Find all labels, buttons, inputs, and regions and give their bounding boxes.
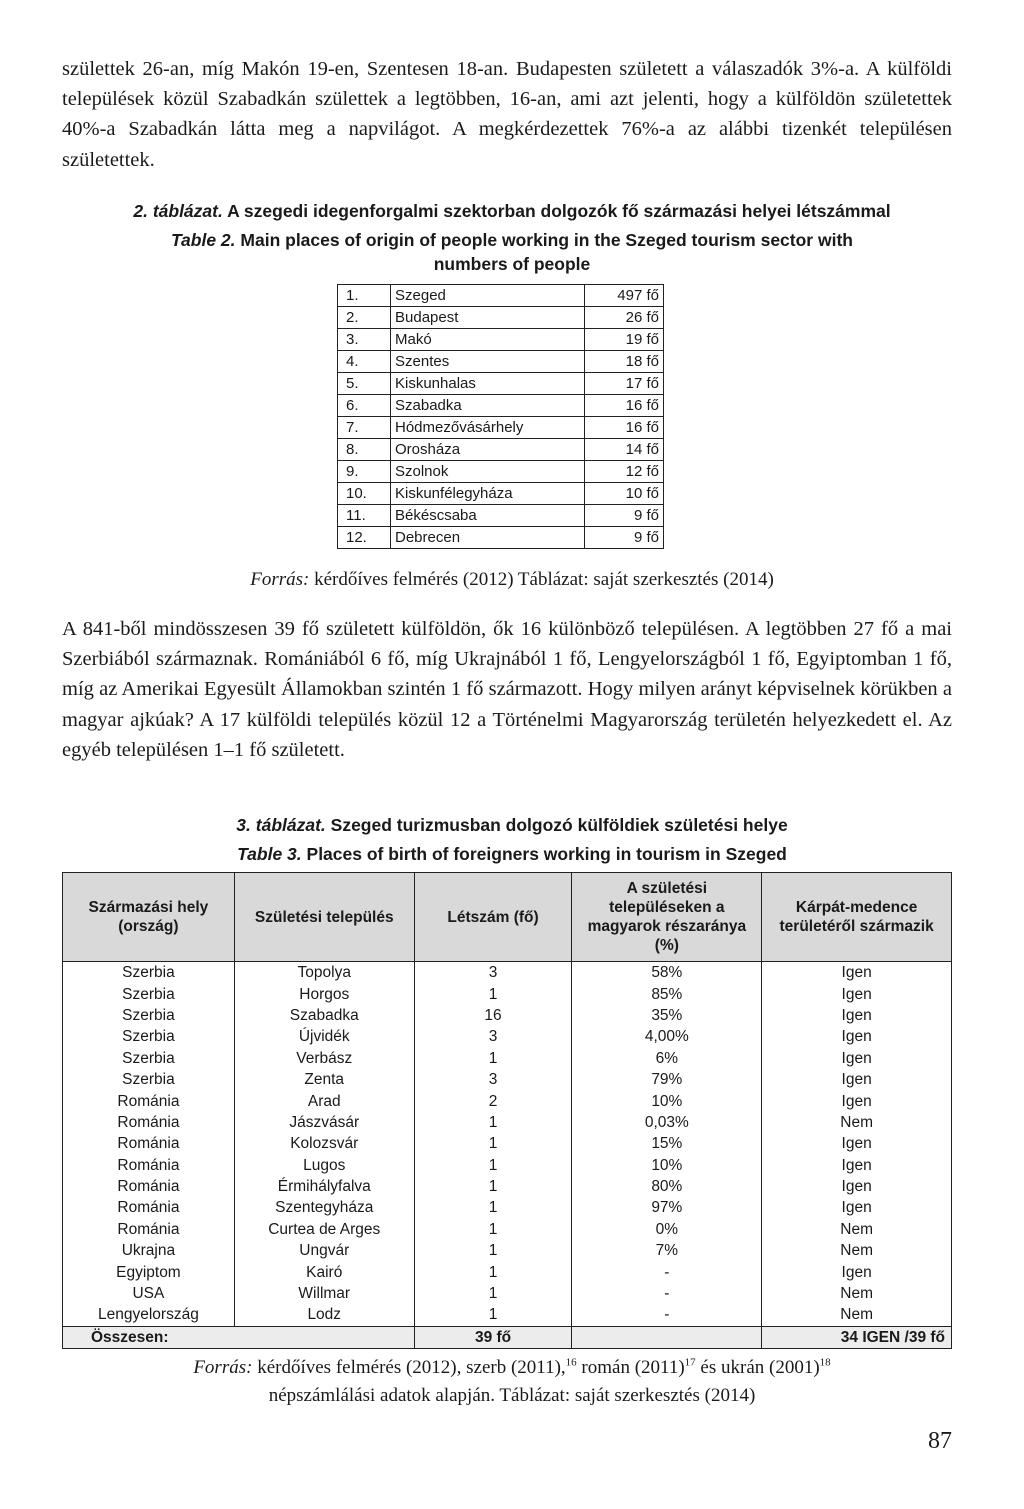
table3-cell-town: Kairó: [234, 1261, 414, 1282]
table3-cell-share: 80%: [572, 1176, 762, 1197]
table3-total-count: 39 fő: [414, 1326, 572, 1348]
table3-cell-share: -: [572, 1261, 762, 1282]
table2-row: [338, 285, 664, 307]
table3-cell-town: Topolya: [234, 962, 414, 984]
table2-cell-count: 16 fő: [585, 417, 664, 439]
table3-cell-share: 0%: [572, 1219, 762, 1240]
table2-cell-count: 26 fő: [585, 307, 664, 329]
table2-cell-num: 1.: [338, 285, 391, 307]
table2-cell-num: 2.: [338, 307, 391, 329]
table3-total-carpathian: 34 IGEN /39 fő: [762, 1326, 952, 1348]
table3-cell-town: Zenta: [234, 1069, 414, 1090]
table2-cell-count: 9 fő: [585, 527, 664, 549]
table3-source-text-3: és ukrán (2001): [695, 1357, 820, 1378]
table3-cell-count: 3: [414, 962, 572, 984]
table3-cell-town: Willmar: [234, 1283, 414, 1304]
table3-cell-country: Szerbia: [63, 1005, 235, 1026]
table2-cell-num: 11.: [338, 505, 391, 527]
table2-cell-place: Szentes: [391, 351, 585, 373]
table3-row: [63, 962, 952, 984]
table3-cell-carpathian: Nem: [762, 1219, 952, 1240]
table3-caption-en-text: Places of birth of foreigners working in tourism in Szeged: [306, 844, 787, 864]
table2-cell-num: 9.: [338, 461, 391, 483]
table3-cell-count: 1: [414, 1133, 572, 1154]
table2-cell-num: 10.: [338, 483, 391, 505]
table3-cell-count: 16: [414, 1005, 572, 1026]
table3-source-label: Forrás:: [193, 1357, 253, 1378]
table2-cell-place: Makó: [391, 329, 585, 351]
table3-row: [63, 1240, 952, 1261]
table2-cell-place: Kiskunhalas: [391, 373, 585, 395]
table3-cell-country: Szerbia: [63, 983, 235, 1004]
table3-cell-count: 1: [414, 1261, 572, 1282]
table3-row: [63, 1261, 952, 1282]
table2-row: [338, 351, 664, 373]
table3-cell-carpathian: Igen: [762, 1090, 952, 1111]
table3-cell-town: Szentegyháza: [234, 1197, 414, 1218]
table3-cell-country: Szerbia: [63, 1069, 235, 1090]
table3-caption-hu-label: 3. táblázat.: [236, 815, 326, 835]
table3-cell-country: USA: [63, 1283, 235, 1304]
table3-cell-town: Érmihályfalva: [234, 1176, 414, 1197]
table2-source-label: Forrás:: [250, 569, 310, 590]
table2-cell-count: 19 fő: [585, 329, 664, 351]
table3-cell-country: Románia: [63, 1176, 235, 1197]
table3-header-row: [63, 873, 952, 962]
table3-cell-town: Szabadka: [234, 1005, 414, 1026]
table3-cell-count: 1: [414, 983, 572, 1004]
table3-row: [63, 1219, 952, 1240]
table3-cell-count: 3: [414, 1069, 572, 1090]
table3-caption-hu-text: Szeged turizmusban dolgozó külföldiek születési helye: [330, 815, 788, 835]
table2-cell-place: Kiskunfélegyháza: [391, 483, 585, 505]
table2-cell-place: Debrecen: [391, 527, 585, 549]
table3-cell-count: 2: [414, 1090, 572, 1111]
table2-cell-place: Orosháza: [391, 439, 585, 461]
table2-cell-count: 17 fő: [585, 373, 664, 395]
table3-cell-country: Románia: [63, 1112, 235, 1133]
table3-header-share: A születési településeken a magyarok részaránya (%): [572, 873, 762, 962]
table3-cell-carpathian: Nem: [762, 1304, 952, 1326]
table2-cell-num: 7.: [338, 417, 391, 439]
table3-cell-carpathian: Igen: [762, 1005, 952, 1026]
table2-caption-hu-label: 2. táblázat.: [133, 201, 223, 221]
table2-cell-place: Budapest: [391, 307, 585, 329]
table2-cell-place: Szabadka: [391, 395, 585, 417]
table3-cell-town: Curtea de Arges: [234, 1219, 414, 1240]
table3-cell-share: -: [572, 1283, 762, 1304]
table3-cell-share: 6%: [572, 1048, 762, 1069]
footnote-ref-17: 17: [684, 1356, 696, 1369]
table3-header-country: Származási hely (ország): [63, 873, 235, 962]
table3-cell-count: 1: [414, 1283, 572, 1304]
table2-row: [338, 417, 664, 439]
table3-cell-country: Románia: [63, 1090, 235, 1111]
table3-cell-share: 79%: [572, 1069, 762, 1090]
table3-foreign-birthplaces: [62, 872, 952, 1349]
table2-caption-en-label: Table 2.: [171, 230, 236, 250]
table3-cell-carpathian: Igen: [762, 983, 952, 1004]
table3-cell-carpathian: Igen: [762, 1133, 952, 1154]
table3-cell-count: 3: [414, 1026, 572, 1047]
table2-row: [338, 395, 664, 417]
table3-cell-carpathian: Nem: [762, 1112, 952, 1133]
table2-row: [338, 307, 664, 329]
table3-caption-hu: [0, 813, 1024, 837]
table3-cell-country: Románia: [63, 1197, 235, 1218]
table3-cell-carpathian: Igen: [762, 1026, 952, 1047]
table2-row: [338, 483, 664, 505]
table3-row: [63, 1069, 952, 1090]
table2-caption-en: [0, 228, 1024, 276]
table3-cell-share: 7%: [572, 1240, 762, 1261]
table3-cell-carpathian: Nem: [762, 1240, 952, 1261]
table3-row: [63, 1048, 952, 1069]
table3-cell-town: Jászvásár: [234, 1112, 414, 1133]
table2-cell-count: 497 fő: [585, 285, 664, 307]
table3-cell-country: Szerbia: [63, 1026, 235, 1047]
table3-row: [63, 983, 952, 1004]
table3-cell-carpathian: Igen: [762, 1069, 952, 1090]
table3-cell-count: 1: [414, 1048, 572, 1069]
page-number: 87: [928, 1428, 952, 1454]
table3-cell-count: 1: [414, 1176, 572, 1197]
table3-cell-carpathian: Igen: [762, 1176, 952, 1197]
table3-total-label: Összesen:: [63, 1326, 415, 1348]
table3-cell-share: -: [572, 1304, 762, 1326]
body-paragraph-1: születtek 26-an, míg Makón 19-en, Szentesen 18-an. Budapesten született a válaszadók 3%-a. A külföldi települések közül Szabadkán születtek a legtöbben, 16-an, ami azt jelenti, hogy a külföldön születettek 40%-a Szabadkán látta meg a napvilágot. A megkérdezettek 76%-a az alábbi tizenkét településen születettek.: [62, 58, 952, 171]
table3-row: [63, 1155, 952, 1176]
table2-cell-place: Hódmezővásárhely: [391, 417, 585, 439]
table2-row: [338, 461, 664, 483]
table3-cell-town: Horgos: [234, 983, 414, 1004]
table2-cell-count: 14 fő: [585, 439, 664, 461]
table3-row: [63, 1112, 952, 1133]
table3-cell-town: Újvidék: [234, 1026, 414, 1047]
table3-cell-town: Ungvár: [234, 1240, 414, 1261]
table3-row: [63, 1283, 952, 1304]
table2-cell-count: 18 fő: [585, 351, 664, 373]
table3-cell-share: 97%: [572, 1197, 762, 1218]
table3-row: [63, 1176, 952, 1197]
table3-cell-country: Románia: [63, 1155, 235, 1176]
table2-source-text: kérdőíves felmérés (2012) Táblázat: saját szerkesztés (2014): [314, 569, 774, 590]
table2-cell-count: 9 fő: [585, 505, 664, 527]
table2-cell-num: 6.: [338, 395, 391, 417]
table3-cell-town: Lugos: [234, 1155, 414, 1176]
table3-cell-share: 85%: [572, 983, 762, 1004]
footnote-ref-18: 18: [819, 1356, 831, 1369]
table3-source: [0, 1354, 1024, 1410]
table3-cell-carpathian: Nem: [762, 1283, 952, 1304]
table3-cell-count: 1: [414, 1240, 572, 1261]
table3-total-blank: [572, 1326, 762, 1348]
table3-cell-share: 10%: [572, 1090, 762, 1111]
table3-source-text-4: népszámlálási adatok alapján. Táblázat: saját szerkesztés (2014): [268, 1385, 756, 1406]
table3-cell-country: Ukrajna: [63, 1240, 235, 1261]
table2-cell-count: 10 fő: [585, 483, 664, 505]
footnote-ref-16: 16: [565, 1356, 577, 1369]
table2-row: [338, 329, 664, 351]
table3-cell-town: Kolozsvár: [234, 1133, 414, 1154]
table3-caption-en-label: Table 3.: [237, 844, 302, 864]
table3-cell-carpathian: Igen: [762, 1155, 952, 1176]
table2-caption-hu: [0, 199, 1024, 223]
table3-cell-count: 1: [414, 1197, 572, 1218]
table2-cell-num: 4.: [338, 351, 391, 373]
table2-origin-places: [337, 284, 664, 549]
table3-row: [63, 1304, 952, 1326]
table3-cell-country: Románia: [63, 1219, 235, 1240]
table2-cell-place: Békéscsaba: [391, 505, 585, 527]
table3-cell-share: 4,00%: [572, 1026, 762, 1047]
table2-cell-num: 8.: [338, 439, 391, 461]
table3-header-count: Létszám (fő): [414, 873, 572, 962]
table2-cell-place: Szolnok: [391, 461, 585, 483]
table3-row: [63, 1005, 952, 1026]
table2-cell-num: 12.: [338, 527, 391, 549]
table3-cell-country: Egyiptom: [63, 1261, 235, 1282]
table3-row: [63, 1026, 952, 1047]
table3-header-carpathian: Kárpát-medence területéről származik: [762, 873, 952, 962]
body-paragraph-2: A 841-ből mindösszesen 39 fő született külföldön, ők 16 különböző településen. A legtöbben 27 fő a mai Szerbiából származnak. Romániából 6 fő, míg Ukrajnából 1 fő, Lengyelországból 1 fő, Egyiptomban 1 fő, míg az Amerikai Egyesült Államokban szintén 1 fő származott. Hogy milyen arányt képviselnek körükben a magyar ajkúak? A 17 külföldi település közül 12 a Történelmi Magyarország területén helyezkedett el. Az egyéb településen 1–1 fő született.: [62, 618, 952, 761]
table3-cell-carpathian: Igen: [762, 1197, 952, 1218]
table3-header-town: Születési település: [234, 873, 414, 962]
table2-cell-num: 5.: [338, 373, 391, 395]
table3-cell-country: Szerbia: [63, 1048, 235, 1069]
table2-cell-num: 3.: [338, 329, 391, 351]
table3-caption-en: [0, 842, 1024, 866]
table3-cell-country: Lengyelország: [63, 1304, 235, 1326]
table3-cell-country: Románia: [63, 1133, 235, 1154]
table3-row: [63, 1133, 952, 1154]
table3-cell-share: 0,03%: [572, 1112, 762, 1133]
table2-caption-hu-text: A szegedi idegenforgalmi szektorban dolgozók fő származási helyei létszámmal: [227, 201, 891, 221]
table3-row: [63, 1197, 952, 1218]
table3-cell-share: 15%: [572, 1133, 762, 1154]
table2-row: [338, 373, 664, 395]
table3-row: [63, 1090, 952, 1111]
table3-source-text-2: román (2011): [576, 1357, 685, 1378]
table3-cell-count: 1: [414, 1304, 572, 1326]
table3-cell-count: 1: [414, 1155, 572, 1176]
table3-cell-count: 1: [414, 1112, 572, 1133]
table3-cell-share: 58%: [572, 962, 762, 984]
table3-total-row: [63, 1326, 952, 1348]
table2-row: [338, 439, 664, 461]
table3-cell-town: Verbász: [234, 1048, 414, 1069]
table3-cell-carpathian: Igen: [762, 1261, 952, 1282]
table2-cell-count: 16 fő: [585, 395, 664, 417]
table3-cell-town: Lodz: [234, 1304, 414, 1326]
table3-cell-share: 35%: [572, 1005, 762, 1026]
table2-caption-en-text: Main places of origin of people working in the Szeged tourism sector with numbers of people: [240, 230, 853, 274]
table2-source: [0, 566, 1024, 594]
table3-cell-town: Arad: [234, 1090, 414, 1111]
table3-cell-country: Szerbia: [63, 962, 235, 984]
table3-cell-count: 1: [414, 1219, 572, 1240]
table3-source-text-1: kérdőíves felmérés (2012), szerb (2011),: [257, 1357, 566, 1378]
table3-cell-carpathian: Igen: [762, 962, 952, 984]
table2-row: [338, 527, 664, 549]
table2-cell-count: 12 fő: [585, 461, 664, 483]
table3-cell-carpathian: Igen: [762, 1048, 952, 1069]
table3-cell-share: 10%: [572, 1155, 762, 1176]
table2-row: [338, 505, 664, 527]
table2-cell-place: Szeged: [391, 285, 585, 307]
